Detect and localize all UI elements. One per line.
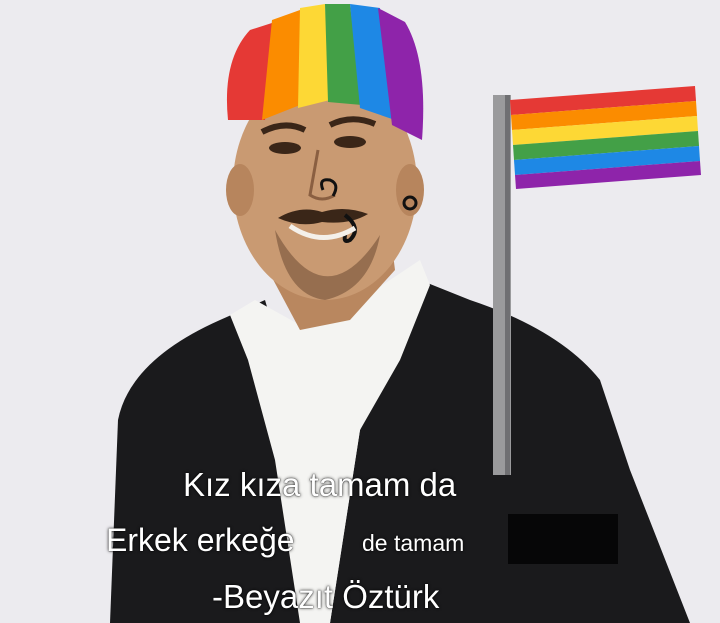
caption-line-2-main: Erkek erkeğe — [106, 522, 295, 558]
caption-attribution: -Beyazıt Öztürk — [212, 578, 440, 615]
caption-line-2-small: de tamam — [362, 530, 465, 556]
left-eye — [269, 142, 301, 154]
flag-pole-shadow — [505, 95, 510, 475]
right-eye — [334, 136, 366, 148]
rainbow-flag — [510, 86, 701, 189]
caption-backdrop — [508, 514, 618, 564]
left-ear — [226, 164, 254, 216]
caption-line-1: Kız kıza tamam da — [183, 466, 457, 503]
